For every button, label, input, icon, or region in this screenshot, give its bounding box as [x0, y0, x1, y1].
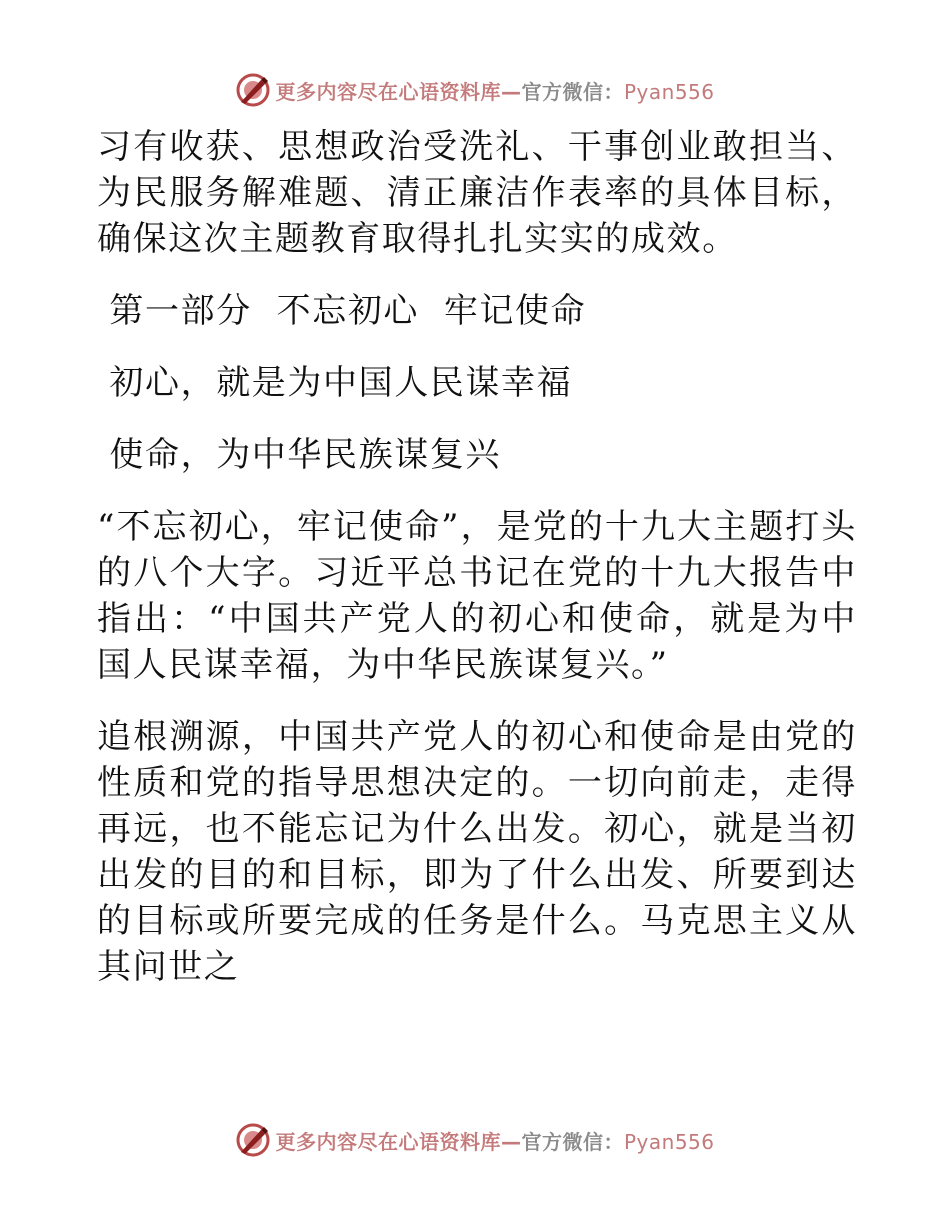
- paragraph-mission: 使命，为中华民族谋复兴: [97, 435, 502, 475]
- paragraph-1: 习有收获、思想政治受洗礼、干事创业敢担当、为民服务解难题、清正廉洁作表率的具体目标，确保这次主题教育取得扎扎实实的成效。: [97, 127, 857, 259]
- watermark-text: [275, 1126, 714, 1155]
- watermark-separator: —: [500, 1129, 522, 1154]
- red-pen-seal-icon: [235, 1122, 271, 1158]
- header-watermark: [0, 70, 950, 110]
- watermark-separator: —: [500, 79, 522, 104]
- watermark-official-label: 官方微信：: [521, 1129, 624, 1154]
- paragraph-origin: 追根溯源，中国共产党人的初心和使命是由党的性质和党的指导思想决定的。一切向前走，走得再远，也不能忘记为什么出发。初心，就是当初出发的目的和目标，即为了什么出发、所要到达的目标或所要完成的任务是什么。马克思主义从其问世之: [97, 717, 857, 987]
- watermark-text: [275, 76, 714, 105]
- paragraph-19th-congress: “不忘初心，牢记使命”，是党的十九大主题打头的八个大字。习近平总书记在党的十九大报告中指出：“中国共产党人的初心和使命，就是为中国人民谋幸福，为中华民族谋复兴。”: [97, 507, 857, 685]
- watermark-official-label: 官方微信：: [521, 79, 624, 104]
- watermark-brand: 更多内容尽在心语资料库: [275, 79, 501, 104]
- document-body: [97, 124, 857, 990]
- watermark-wechat-id: Pyan556: [623, 79, 715, 104]
- red-pen-seal-icon: [235, 72, 271, 108]
- watermark-brand: 更多内容尽在心语资料库: [275, 1129, 501, 1154]
- section-heading: 第一部分 不忘初心 牢记使命: [97, 291, 587, 331]
- paragraph-original-aspiration: 初心，就是为中国人民谋幸福: [97, 363, 573, 403]
- watermark-wechat-id: Pyan556: [623, 1129, 715, 1154]
- footer-watermark: [0, 1120, 950, 1160]
